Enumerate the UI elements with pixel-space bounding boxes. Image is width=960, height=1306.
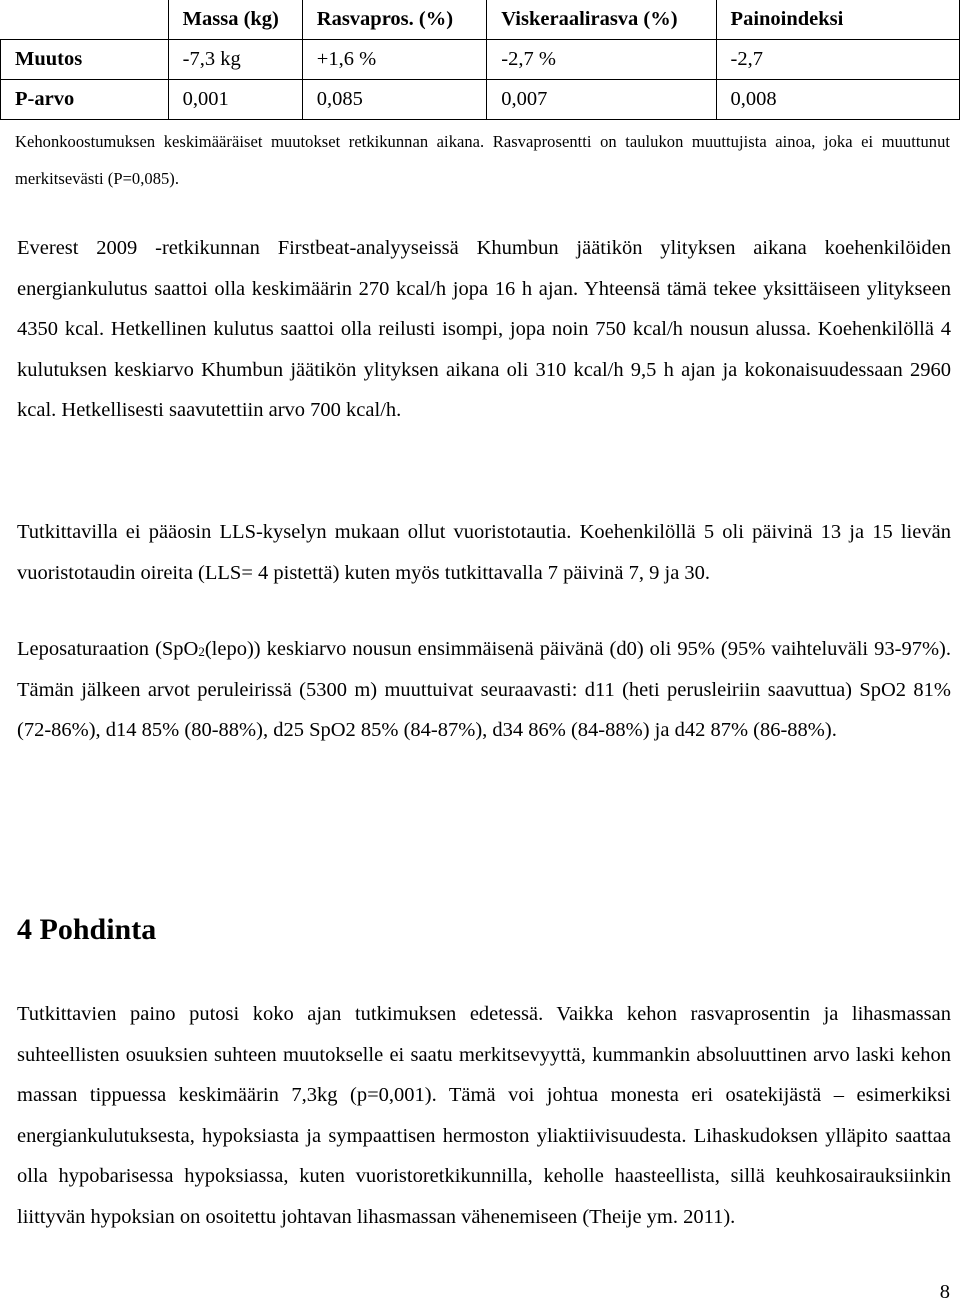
table-header-cell: Massa (kg) xyxy=(168,0,302,40)
table-cell: +1,6 % xyxy=(302,40,487,80)
table-header-row xyxy=(1,0,960,40)
table-cell: 0,007 xyxy=(487,80,716,120)
page-number: 8 xyxy=(939,1281,950,1303)
paragraph-saturation xyxy=(17,629,951,751)
paragraph-discussion: Tutkittavien paino putosi koko ajan tutkimuksen edetessä. Vaikka kehon rasvaprosentin ja lihasmassan suhteellisten osuuksien suhteen muutokselle ei saatu merkitsevyyttä, kummankin absoluuttinen arvo laski kehon massan tippuessa keskimäärin 7,3kg (p=0,001). Tämä voi johtua monesta eri osatekijästä – esimerkiksi energiankulutuksesta, hypoksiasta ja sympaattisen hermoston yliaktiivisuudesta. Lihaskudoksen ylläpito saattaa olla hypobarisessa hypoksiassa, kuten vuoristoretkikunnilla, keholle haasteellista, sillä keuhkosairauksiinkin liittyvän hypoksian on osoitettu johtavan lihasmassan vähenemiseen (Theije ym. 2011). xyxy=(17,1003,951,1228)
table-caption: Kehonkoostumuksen keskimääräiset muutokset retkikunnan aikana. Rasvaprosentti on taulukon muuttujista ainoa, joka ei muuttunut merkitsevästi (P=0,085). xyxy=(15,132,950,188)
section-heading: 4 Pohdinta xyxy=(17,913,157,946)
saturation-text-rest: (lepo)) keskiarvo nousun ensimmäisenä päivänä (d0) oli 95% (95% vaihteluväli 93-97%). Tämän jälkeen arvot peruleirissä (5300 m) muuttuivat seuraavasti: d11 (heti perusleiriin saavuttua) SpO2 81% (72-86%), d14 85% (80-88%), d25 SpO2 85% (84-87%), d34 86% (84-88%) ja d42 87% (86-88%). xyxy=(17,638,951,741)
table-header-empty xyxy=(1,0,169,40)
subscript-2: 2 xyxy=(198,644,205,659)
results-table xyxy=(0,0,960,120)
table-row-label: Muutos xyxy=(1,40,169,80)
table-header-cell: Viskeraalirasva (%) xyxy=(487,0,716,40)
table-cell: 0,008 xyxy=(716,80,959,120)
paragraph-mountain-sickness: Tutkittavilla ei pääosin LLS-kyselyn mukaan ollut vuoristotautia. Koehenkilöllä 5 oli päivinä 13 ja 15 lievän vuoristotaudin oireita (LLS= 4 pistettä) kuten myös tutkittavalla 7 päivinä 7, 9 ja 30. xyxy=(17,521,951,584)
table-cell: -7,3 kg xyxy=(168,40,302,80)
table-cell: -2,7 xyxy=(716,40,959,80)
table-row xyxy=(1,80,960,120)
table-row xyxy=(1,40,960,80)
table-row-label: P-arvo xyxy=(1,80,169,120)
table-header-cell: Rasvapros. (%) xyxy=(302,0,487,40)
table-cell: 0,085 xyxy=(302,80,487,120)
saturation-text-start: Leposaturaation (SpO xyxy=(17,638,199,660)
table-cell: 0,001 xyxy=(168,80,302,120)
table-header-cell: Painoindeksi xyxy=(716,0,959,40)
table-cell: -2,7 % xyxy=(487,40,716,80)
paragraph-energy-expenditure: Everest 2009 -retkikunnan Firstbeat-analyyseissä Khumbun jäätikön ylityksen aikana koehenkilöiden energiankulutus saattoi olla keskimäärin 270 kcal/h jopa 16 h ajan. Yhteensä tämä tekee yksittäiseen ylitykseen 4350 kcal. Hetkellinen kulutus saattoi olla reilusti isompi, jopa noin 750 kcal/h nousun alussa. Koehenkilöllä 4 kulutuksen keskiarvo Khumbun jäätikön ylityksen aikana oli 310 kcal/h 9,5 h ajan ja kokonaisuudessaan 2960 kcal. Hetkellisesti saavutettiin arvo 700 kcal/h. xyxy=(17,237,951,421)
